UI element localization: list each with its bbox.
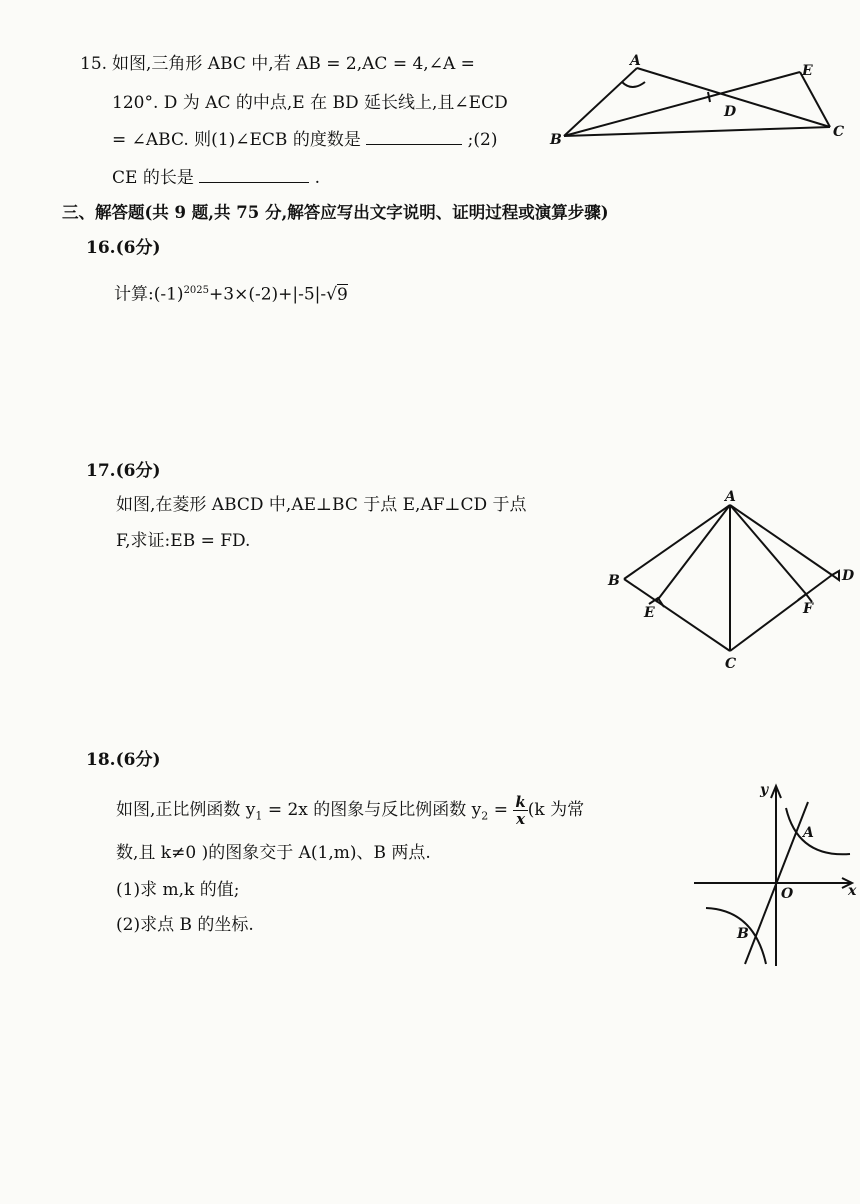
sqrt-icon: √	[326, 284, 337, 305]
q15-label-c: C	[833, 124, 845, 140]
q17-label-e: E	[644, 605, 655, 621]
q15-line2: 120°. D 为 AC 的中点,E 在 BD 延长线上,且∠ECD	[112, 93, 508, 113]
q15-line3-tail: ;(2)	[467, 130, 498, 150]
q15-answer-blank-1[interactable]	[366, 128, 462, 145]
q18-graph-figure	[690, 780, 860, 970]
q17-rhombus-figure	[600, 487, 860, 677]
q17-line1: 如图,在菱形 ABCD 中,AE⊥BC 于点 E,AF⊥CD 于点	[116, 495, 527, 515]
q15-label-b: B	[550, 132, 562, 148]
q16-expression	[114, 280, 348, 306]
q17-label-f: F	[803, 601, 813, 617]
q18-label-x: x	[848, 883, 857, 899]
q17-label-c: C	[725, 656, 737, 672]
q15-line3	[112, 128, 497, 151]
q16-rest: +3×(-2)+|-5|-	[209, 284, 327, 305]
q18-line1	[116, 790, 584, 830]
q18-line1-d: (k 为常	[527, 800, 585, 820]
q18-sub1: 1	[255, 809, 263, 823]
q15-line4-tail: .	[314, 168, 321, 188]
q15-line4	[112, 166, 320, 189]
q15-line4-text: CE 的长是	[112, 168, 194, 188]
q15-label-e: E	[802, 63, 813, 79]
q18-line1-b: = 2x 的图象与反比例函数 y	[267, 800, 482, 820]
q18-part2: (2)求点 B 的坐标.	[116, 915, 254, 935]
q18-line2: 数,且 k≠0 )的图象交于 A(1,m)、B 两点.	[116, 843, 431, 863]
q18-label-b: B	[737, 926, 749, 942]
q17-line2: F,求证:EB = FD.	[116, 531, 251, 551]
q15-label-a: A	[630, 53, 641, 69]
q15-answer-blank-2[interactable]	[199, 166, 309, 183]
q17-label-a: A	[725, 489, 736, 505]
q18-label-o: O	[781, 886, 794, 902]
q15-line1: 如图,三角形 ABC 中,若 AB = 2,AC = 4,∠A =	[112, 54, 475, 74]
q18-sub2: 2	[481, 809, 489, 823]
q17-header: 17.(6分)	[86, 461, 161, 481]
q16-exponent: 2025	[183, 285, 210, 296]
q15-line3-text: = ∠ABC. 则(1)∠ECB 的度数是	[112, 130, 361, 150]
q18-line1-a: 如图,正比例函数 y	[116, 800, 256, 820]
q17-label-d: D	[842, 568, 855, 584]
q18-frac-num: k	[515, 793, 526, 811]
q18-fraction	[513, 794, 527, 827]
q17-label-b: B	[608, 573, 620, 589]
q16-header: 16.(6分)	[86, 238, 161, 258]
q16-radicand: 9	[337, 284, 348, 305]
q18-frac-den: x	[516, 810, 526, 828]
q18-label-a: A	[803, 825, 814, 841]
q18-header: 18.(6分)	[86, 750, 161, 770]
q18-label-y: y	[760, 782, 769, 798]
q15-label-d: D	[724, 104, 737, 120]
q18-part1: (1)求 m,k 的值;	[116, 880, 240, 900]
q15-number: 15.	[80, 54, 108, 74]
q16-prefix: 计算:(-1)	[114, 284, 184, 305]
section3-title: 三、解答题(共 9 题,共 75 分,解答应写出文字说明、证明过程或演算步骤)	[62, 203, 609, 222]
q18-line1-c: =	[493, 800, 508, 820]
q15-triangle-figure	[548, 52, 848, 162]
